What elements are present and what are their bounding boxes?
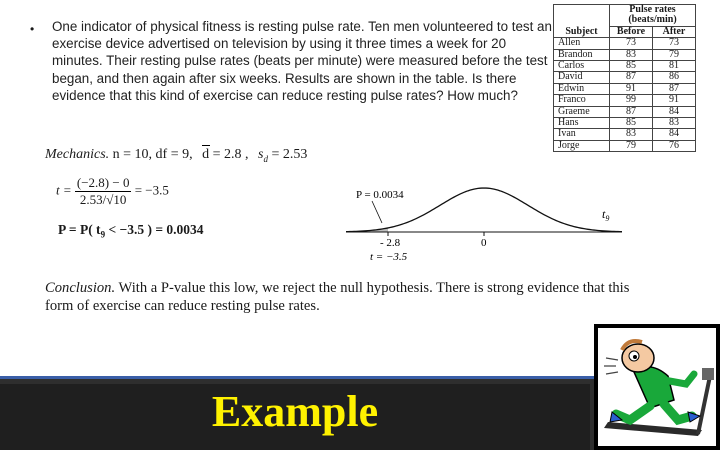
before-cell: 87 <box>610 72 653 83</box>
mechanics-line <box>45 147 307 164</box>
pulse-rates-table <box>553 4 696 152</box>
bullet-point: • <box>30 22 35 36</box>
before-cell: 85 <box>610 61 653 72</box>
p-formula <box>58 222 204 240</box>
before-cell: 83 <box>610 49 653 60</box>
after-cell: 91 <box>653 95 696 106</box>
table-row <box>554 61 696 72</box>
before-cell: 83 <box>610 129 653 140</box>
before-cell: 85 <box>610 118 653 129</box>
before-cell: 73 <box>610 38 653 49</box>
t-lhs: t = <box>56 182 72 198</box>
before-cell: 91 <box>610 83 653 94</box>
dbar-overline <box>202 145 210 146</box>
subject-cell: Hans <box>554 118 610 129</box>
p-label: P = 0.0034 <box>356 189 404 201</box>
column-header-subject: Subject <box>554 5 610 38</box>
t-value-label: t = −3.5 <box>370 251 408 263</box>
subject-cell: Franco <box>554 95 610 106</box>
table-row <box>554 49 696 60</box>
subject-cell: Jorge <box>554 140 610 151</box>
subject-cell: Allen <box>554 38 610 49</box>
treadmill-console <box>702 368 714 380</box>
group-header: Pulse rates (beats/min) <box>610 5 696 27</box>
dbar-text <box>202 147 252 162</box>
subject-cell: Graeme <box>554 106 610 117</box>
subject-cell: David <box>554 72 610 83</box>
table-row <box>554 95 696 106</box>
after-cell: 86 <box>653 72 696 83</box>
mechanics-label: Mechanics. <box>45 147 110 162</box>
t-formula <box>56 175 169 208</box>
after-cell: 84 <box>653 106 696 117</box>
after-cell: 83 <box>653 118 696 129</box>
t-numerator: (−2.8) − 0 <box>76 175 130 190</box>
after-cell: 76 <box>653 140 696 151</box>
after-cell: 79 <box>653 49 696 60</box>
problem-text: One indicator of physical fitness is resting pulse rate. Ten men volunteered to test an exercise device advertised on television by using it three times a week for 20 minutes. Their resting pulse rates (beats per minute) were measured before the test began, and then again after six weeks. Results are shown in the table. Is there evidence that this kind of exercise can reduce resting pulse rates? How much? <box>52 19 552 103</box>
p-text: P = P( t <box>58 222 101 237</box>
t-value: = −3.5 <box>134 182 169 198</box>
column-header-before: Before <box>610 26 653 37</box>
table-row <box>554 72 696 83</box>
t-fraction <box>75 175 132 208</box>
before-cell: 79 <box>610 140 653 151</box>
before-cell: 99 <box>610 95 653 106</box>
t-denominator: 2.53/√10 <box>79 192 127 207</box>
t-axis-subscript: 9 <box>605 214 610 223</box>
runner-pupil <box>633 355 637 359</box>
after-cell: 84 <box>653 129 696 140</box>
sd-subscript: d <box>263 153 268 164</box>
tick-zero-label: 0 <box>481 237 487 249</box>
sd-text <box>258 147 307 162</box>
table-row <box>554 83 696 94</box>
conclusion-body: With a P-value this low, we reject the null hypothesis. There is strong evidence that this form of exercise can reduce resting pulse rates. <box>45 280 630 314</box>
subject-cell: Ivan <box>554 129 610 140</box>
slide-title: Example <box>211 387 379 436</box>
p-rest: < −3.5 ) = 0.0034 <box>105 222 204 237</box>
conclusion-text <box>45 279 655 315</box>
table-row <box>554 38 696 49</box>
sd-value: = 2.53 <box>267 147 308 162</box>
t-distribution-graph <box>340 180 630 270</box>
subject-cell: Carlos <box>554 61 610 72</box>
table-row <box>554 140 696 151</box>
table-row <box>554 106 696 117</box>
treadmill-runner-illustration <box>594 324 720 450</box>
subject-cell: Brandon <box>554 49 610 60</box>
p-label-leader <box>372 201 382 223</box>
table-body <box>554 38 696 152</box>
table-row <box>554 129 696 140</box>
t-axis-label <box>602 207 609 223</box>
sd-symbol: s <box>258 147 264 162</box>
t-axis-letter: t <box>602 207 606 221</box>
p-subscript: 9 <box>100 229 106 240</box>
after-cell: 81 <box>653 61 696 72</box>
tick-neg-label: - 2.8 <box>380 237 401 249</box>
table-row <box>554 118 696 129</box>
subject-cell: Edwin <box>554 83 610 94</box>
conclusion-label: Conclusion. <box>45 280 116 296</box>
dbar-value: d = 2.8 , <box>202 147 249 162</box>
column-header-after: After <box>653 26 696 37</box>
after-cell: 73 <box>653 38 696 49</box>
table-group-header-row <box>554 5 696 27</box>
after-cell: 87 <box>653 83 696 94</box>
before-cell: 87 <box>610 106 653 117</box>
n-df-text: n = 10, df = 9, <box>112 147 193 162</box>
